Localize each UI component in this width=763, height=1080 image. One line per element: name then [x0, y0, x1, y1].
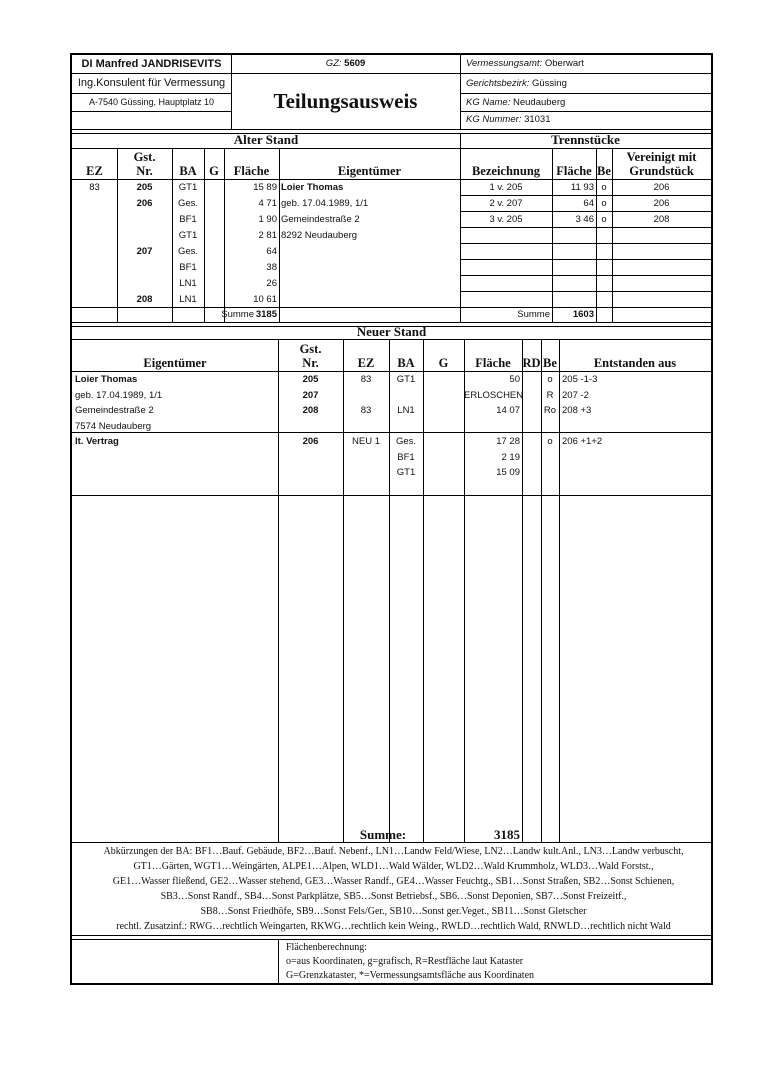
- abkuerzungen-line: SB3…Sonst Randf., SB4…Sonst Parkplätze, SB5…Sonst Betriebsf., SB6…Sonst Deponien, SB7…Sonst Freizeitf.,: [160, 891, 627, 902]
- kg-nummer-field: [466, 114, 551, 126]
- alter-summe-label: Summe: [221, 309, 254, 320]
- abkuerzungen-line: Abkürzungen der BA: BF1…Bauf. Gebäude, BF2…Bauf. Nebenf., LN1…Landw Feld/Wiese, LN2…Landw kult.Anl., LN3…Landw verbuscht,: [103, 846, 684, 857]
- neuer-cell-gst: 208: [302, 405, 319, 416]
- header-bottom-line: [72, 129, 711, 130]
- col-header-be: Be: [597, 164, 611, 178]
- alter-cell-tfl: 64: [583, 198, 594, 209]
- neuer-cell-fl: 2 19: [501, 452, 520, 463]
- alter-cell-ver: 208: [653, 214, 670, 225]
- alter-table-row: [72, 198, 711, 212]
- kg-name-label: KG Name:: [466, 97, 511, 108]
- neuer-cell-be: o: [547, 374, 553, 385]
- footer-line: [72, 842, 711, 843]
- company-subtitle: Ing.Konsulent für Vermessung: [77, 77, 226, 89]
- alter-cell-gst: 206: [136, 198, 153, 209]
- flaechenberechnung-line: Flächenberechnung:: [286, 942, 368, 953]
- footer-line: [72, 939, 711, 940]
- alter-cell-fl: 1 90: [258, 214, 277, 225]
- gerichtsbezirk-field: [466, 78, 567, 90]
- neuer-table-row: [72, 421, 711, 435]
- new-col-header-be: Be: [543, 356, 557, 370]
- neuer-cell-ba: GT1: [396, 467, 416, 478]
- alter-cell-gst: 208: [136, 294, 153, 305]
- gerichtsbezirk-value: Güssing: [532, 78, 567, 89]
- alter-cell-eig: Gemeindestraße 2: [281, 214, 360, 225]
- neuer-cell-gst: 207: [302, 390, 319, 401]
- alter-cell-eig: geb. 17.04.1989, 1/1: [281, 198, 369, 209]
- neuer-cell-ent: 207 -2: [562, 390, 589, 401]
- col-header-grundstueck: Grundstück: [629, 164, 694, 178]
- neuer-cell-ba: Ges.: [395, 436, 417, 447]
- trennstuecke-title: Trennstücke: [551, 132, 620, 147]
- alter-cell-fl: 64: [266, 246, 277, 257]
- col-header-eigentuemer: Eigentümer: [337, 164, 402, 178]
- neuer-cell-eig: Loier Thomas: [75, 374, 138, 385]
- alter-cell-be: o: [601, 198, 607, 209]
- neuer-cell-be: Ro: [543, 405, 557, 416]
- vermessungsamt-label: Vermessungsamt:: [466, 58, 543, 69]
- gz-value: 5609: [344, 58, 366, 69]
- teilungsausweis-form: [70, 53, 713, 985]
- new-col-header-flaeche: Fläche: [475, 356, 511, 370]
- vermessungsamt-field: [466, 58, 584, 70]
- alter-summe-value: 3185: [255, 309, 277, 320]
- section-line: [72, 148, 711, 149]
- neuer-cell-ent: 208 +3: [562, 405, 592, 416]
- neuer-table-row: [72, 374, 711, 388]
- alter-cell-ba: GT1: [178, 182, 198, 193]
- neuer-header-line: [72, 371, 711, 372]
- neuer-table-row: [72, 436, 711, 450]
- vermessungsamt-value: Oberwart: [544, 58, 584, 69]
- alter-cell-ba: BF1: [179, 262, 197, 273]
- document-title: Teilungsausweis: [273, 89, 418, 113]
- alter-cell-tfl: 11 93: [570, 182, 594, 193]
- col-header-ez: EZ: [86, 164, 103, 178]
- col-header-gst: Gst.: [133, 150, 156, 164]
- alter-cell-bez: 3 v. 205: [489, 214, 523, 225]
- neuer-cell-ba: BF1: [397, 452, 415, 463]
- col-header-g: G: [209, 164, 219, 178]
- neuer-cell-ba: GT1: [396, 374, 416, 385]
- neuer-cell-ent: 206 +1+2: [562, 436, 603, 447]
- neuer-cell-gst: 206: [302, 436, 319, 447]
- section-line: [72, 322, 711, 323]
- neuer-cell-eig: Gemeindestraße 2: [75, 405, 154, 416]
- flaechenberechnung-line: G=Grenzkataster, *=Vermessungsamtsfläche aus Koordinaten: [286, 970, 535, 981]
- neuer-cell-ez: 83: [360, 405, 372, 416]
- neuer-cell-be: o: [547, 436, 553, 447]
- trenn-summe-label: Summe: [517, 309, 550, 320]
- gerichtsbezirk-label: Gerichtsbezirk:: [466, 78, 530, 89]
- abkuerzungen-line: SB8…Sonst Friedhöfe, SB9…Sonst Fels/Ger., SB10…Sonst ger.Veget., SB11…Sonst Gletscher: [200, 906, 587, 917]
- new-col-header-nr: Nr.: [302, 356, 319, 370]
- new-col-header-gst: Gst.: [299, 342, 322, 356]
- alter-cell-eig: 8292 Neudauberg: [281, 230, 358, 241]
- neuer-cell-fl: 50: [509, 374, 520, 385]
- neuer-cell-ez: NEU 1: [352, 436, 380, 447]
- neuer-cell-ent: 205 -1-3: [562, 374, 598, 385]
- new-col-header-ba: BA: [397, 356, 415, 370]
- header-line: [231, 73, 460, 74]
- neuer-summe-value: 3185: [494, 827, 520, 842]
- alter-table-row: [72, 294, 711, 308]
- alter-cell-ver: 206: [653, 198, 670, 209]
- flaechenberechnung-line: o=aus Koordinaten, g=grafisch, R=Restfläche laut Kataster: [286, 956, 524, 967]
- footer-divider: [278, 939, 279, 983]
- neuer-cell-fl: 17 28: [496, 436, 520, 447]
- alter-table-row: [72, 262, 711, 276]
- header-line: [460, 93, 711, 94]
- col-header-ba: BA: [179, 164, 197, 178]
- kg-name-field: [466, 97, 565, 109]
- new-col-header-g: G: [438, 356, 449, 370]
- alter-cell-be: o: [601, 214, 607, 225]
- new-col-header-ez: EZ: [357, 356, 375, 370]
- alter-cell-fl: 15 89: [253, 182, 277, 193]
- neuer-cell-fl: ERLOSCHEN: [464, 390, 524, 401]
- neuer-cell-eig: lt. Vertrag: [75, 436, 119, 447]
- alter-cell-ver: 206: [653, 182, 670, 193]
- alter-cell-gst: 207: [136, 246, 153, 257]
- alter-cell-fl: 10 61: [253, 294, 277, 305]
- company-name: DI Manfred JANDRISEVITS: [81, 58, 222, 70]
- alter-cell-bez: 2 v. 207: [489, 198, 523, 209]
- new-col-header-entstanden: Entstanden aus: [593, 356, 677, 370]
- alter-cell-bez: 1 v. 205: [489, 182, 523, 193]
- col-header-t-flaeche: Fläche: [556, 164, 592, 178]
- header-line: [72, 73, 231, 74]
- neuer-table-row: [72, 405, 711, 419]
- neuer-cell-ba: LN1: [397, 405, 415, 416]
- alter-table-row: [72, 182, 711, 196]
- alter-table-row: [72, 246, 711, 260]
- alter-cell-ba: Ges.: [177, 198, 199, 209]
- header-line: [460, 73, 711, 74]
- alter-cell-ba: GT1: [178, 230, 198, 241]
- neuer-group-line: [72, 495, 711, 496]
- section-line: [72, 339, 711, 340]
- neuer-table-row: [72, 390, 711, 404]
- header-line: [72, 93, 231, 94]
- neuer-table-row: [72, 467, 711, 481]
- gz-field: [231, 58, 460, 70]
- alter-stand-title: Alter Stand: [233, 132, 299, 147]
- abkuerzungen-line: rechtl. Zusatzinf.: RWG…rechtlich Weingarten, RKWG…rechtlich kein Weing., RWLD…rechtlich Wald, RNWLD…rechtlich nicht Wald: [116, 921, 671, 932]
- neuer-cell-gst: 205: [302, 374, 319, 385]
- col-header-flaeche: Fläche: [233, 164, 270, 178]
- alter-cell-fl: 26: [266, 278, 277, 289]
- alter-cell-eig: Loier Thomas: [281, 182, 344, 193]
- neuer-cell-eig: 7574 Neudauberg: [75, 421, 152, 432]
- neuer-table-row: [72, 452, 711, 466]
- gz-label: GZ:: [325, 58, 342, 69]
- footer-line: [72, 935, 711, 936]
- alter-table-row: [72, 214, 711, 228]
- company-address: A-7540 Güssing, Hauptplatz 10: [88, 97, 215, 107]
- neuer-cell-fl: 15 09: [496, 467, 520, 478]
- header-divider-right: [460, 55, 461, 129]
- neuer-cell-ez: 83: [360, 374, 372, 385]
- alter-table-row: [72, 278, 711, 292]
- abkuerzungen-line: GE1…Wasser fließend, GE2…Wasser stehend, GE3…Wasser Randf., GE4…Wasser Feuchtg., SB1…Sonst Straßen, SB2…Sonst Schienen,: [112, 876, 675, 887]
- alter-cell-gst: 205: [136, 182, 153, 193]
- neuer-cell-eig: geb. 17.04.1989, 1/1: [75, 390, 163, 401]
- alter-cell-ba: LN1: [179, 278, 197, 289]
- abkuerzungen-line: GT1…Gärten, WGT1…Weingärten, ALPE1…Alpen, WLD1…Wald Wälder, WLD2…Wald Krummholz, WLD3…Wald Forstst.,: [133, 861, 654, 872]
- kg-nummer-value: 31031: [524, 114, 551, 125]
- col-header-bezeichnung: Bezeichnung: [471, 164, 541, 178]
- alter-cell-ba: LN1: [179, 294, 197, 305]
- kg-nummer-label: KG Nummer:: [466, 114, 522, 125]
- alter-cell-be: o: [601, 182, 607, 193]
- alter-cell-fl: 4 71: [258, 198, 277, 209]
- neuer-cell-fl: 14 07: [496, 405, 520, 416]
- new-col-header-rd: RD: [522, 356, 541, 370]
- alter-cell-fl: 2 81: [258, 230, 277, 241]
- alter-cell-ez: 83: [89, 182, 100, 193]
- col-header-nr: Nr.: [136, 164, 153, 178]
- alter-table-row: [72, 230, 711, 244]
- neuer-summe-label: Summe:: [359, 827, 407, 842]
- neuer-cell-be: R: [546, 390, 554, 401]
- col-header-vereinigt: Vereinigt mit: [626, 150, 697, 164]
- alter-cell-tfl: 3 46: [575, 214, 594, 225]
- neuer-stand-title: Neuer Stand: [356, 324, 427, 339]
- alter-cell-fl: 38: [266, 262, 277, 273]
- alter-cell-ba: BF1: [179, 214, 197, 225]
- alter-header-line: [72, 179, 711, 180]
- header-line: [460, 111, 711, 112]
- header-line: [72, 111, 231, 112]
- alter-cell-ba: Ges.: [177, 246, 199, 257]
- kg-name-value: Neudauberg: [513, 97, 566, 108]
- trenn-summe-value: 1603: [572, 309, 594, 320]
- new-col-header-eigentuemer: Eigentümer: [143, 356, 207, 370]
